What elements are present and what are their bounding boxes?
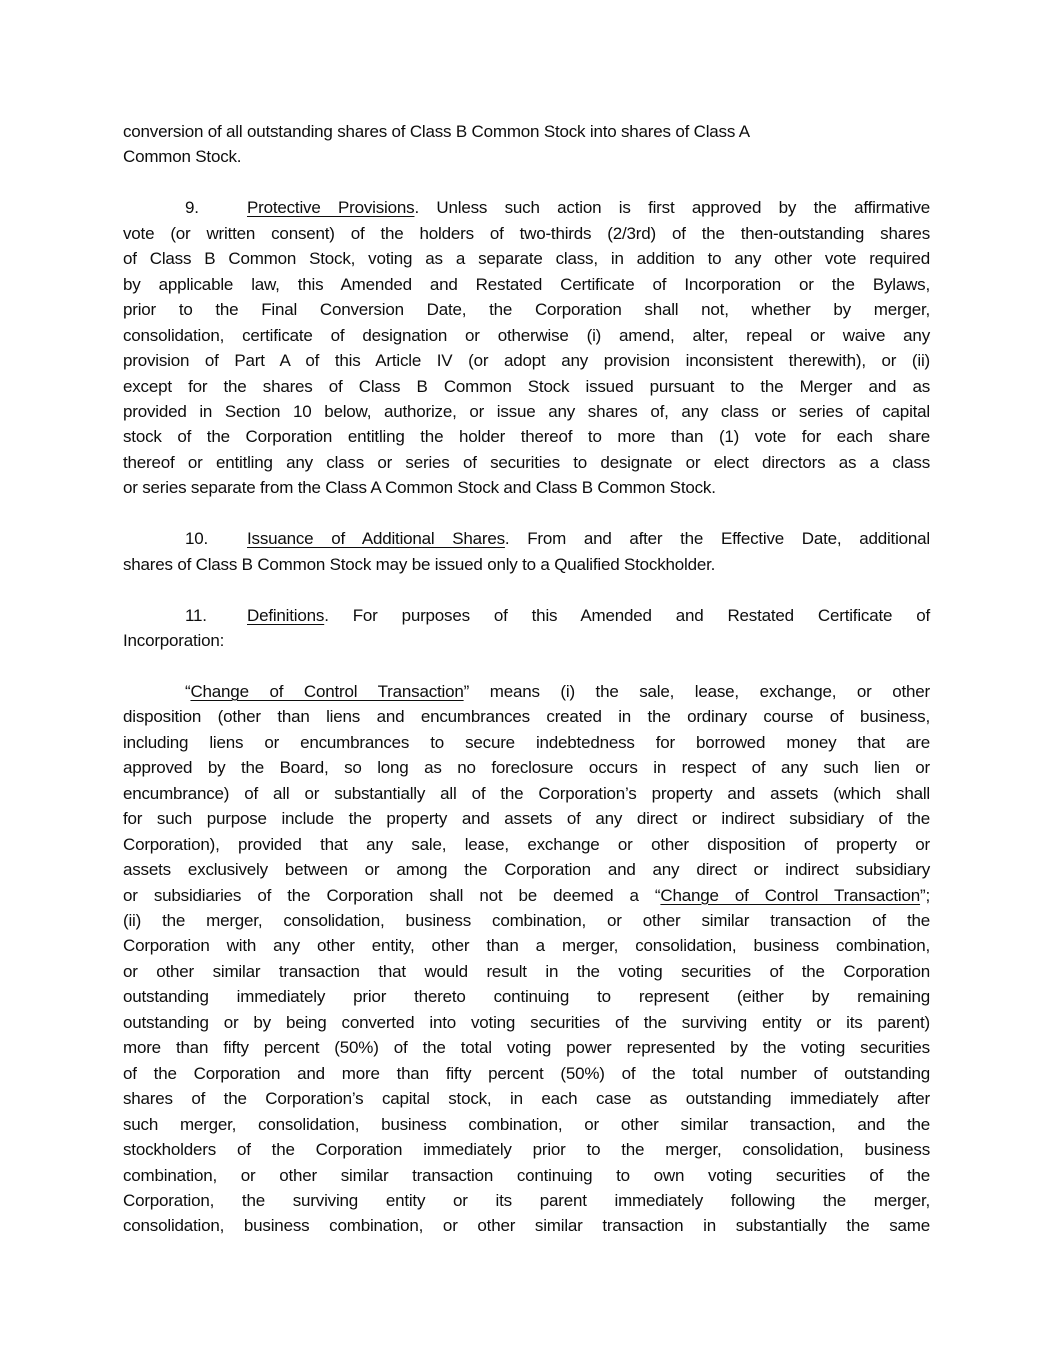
text-line (123, 883, 930, 908)
text-line (123, 832, 930, 857)
text-line (123, 323, 930, 348)
text-run: Incorporation: (123, 631, 225, 651)
text-run: consolidation, certificate of designation or otherwise (i) amend, alter, repeal or waive any (123, 325, 930, 345)
text-run: . For purposes of this Amended and Restated Certificate of (324, 605, 930, 625)
underlined-heading-text: Protective Provisions (247, 198, 415, 218)
underlined-heading-text: Change of Control Transaction (190, 681, 464, 701)
text-line (123, 781, 930, 806)
text-line (123, 857, 930, 882)
text-run: approved by the Board, so long as no foreclosure occurs in respect of any such lien or (123, 758, 930, 778)
text-line (123, 552, 930, 577)
text-line (123, 374, 930, 399)
text-line (123, 603, 930, 628)
text-line (123, 1010, 930, 1035)
text-run: shares of Class B Common Stock may be issued only to a Qualified Stockholder. (123, 554, 716, 574)
text-line (123, 424, 930, 449)
text-line (123, 1213, 930, 1238)
text-line (123, 1112, 930, 1137)
text-run: more than fifty percent (50%) of the total voting power represented by the voting securities (123, 1038, 930, 1058)
text-run: outstanding or by being converted into voting securities of the surviving entity or its parent) (123, 1012, 930, 1032)
text-run: provided in Section 10 below, authorize, or issue any shares of, any class or series of capital (123, 401, 930, 421)
text-line (123, 297, 930, 322)
text-line (123, 144, 930, 169)
text-run: Corporation, the surviving entity or its parent immediately following the merger, (123, 1190, 930, 1210)
section-number: 11. (185, 605, 207, 625)
text-run: or subsidiaries of the Corporation shall not be deemed a “ (123, 885, 661, 905)
text-run: or series separate from the Class A Common Stock and Class B Common Stock. (123, 478, 716, 498)
text-run: . From and after the Effective Date, additional (504, 529, 930, 549)
section-number: 10. (185, 529, 209, 549)
text-run: such merger, consolidation, business combination, or other similar transaction, and the (123, 1114, 930, 1134)
section-10-issuance-of-additional-shares (123, 526, 930, 577)
underlined-heading-text: Issuance of Additional Shares (247, 529, 505, 549)
text-line (123, 755, 930, 780)
text-line (123, 1188, 930, 1213)
text-line (123, 984, 930, 1009)
text-run: stockholders of the Corporation immediately prior to the merger, consolidation, business (123, 1140, 930, 1160)
text-line (123, 704, 930, 729)
text-line (123, 679, 930, 704)
text-line (123, 1137, 930, 1162)
text-run: disposition (other than liens and encumbrances created in the ordinary course of business, (123, 707, 930, 727)
definition-change-of-control-transaction (123, 679, 930, 1239)
underlined-heading-text: Definitions (247, 605, 325, 625)
text-line (123, 119, 930, 144)
section-9-protective-provisions (123, 195, 930, 500)
text-line (123, 475, 930, 500)
section-11-definitions (123, 603, 930, 654)
text-run: vote (or written consent) of the holders of two-thirds (2/3rd) of the then-outstanding shares (123, 223, 930, 243)
text-run: provision of Part A of this Article IV (or adopt any provision inconsistent therewith), or (ii) (123, 351, 930, 371)
text-run: ”; (920, 885, 931, 905)
text-run: combination, or other similar transaction continuing to own voting securities of the (123, 1165, 930, 1185)
text-run: . Unless such action is first approved by the affirmative (414, 198, 930, 218)
text-line (123, 246, 930, 271)
text-line (123, 908, 930, 933)
section-number: 9. (185, 198, 199, 218)
text-run: of Class B Common Stock, voting as a separate class, in addition to any other vote required (123, 249, 930, 269)
text-run: Common Stock. (123, 147, 242, 167)
text-line (123, 806, 930, 831)
text-run: (ii) the merger, consolidation, business combination, or other similar transaction of the (123, 910, 930, 930)
text-run: Corporation with any other entity, other than a merger, consolidation, business combination, (123, 936, 930, 956)
text-run: of the Corporation and more than fifty percent (50%) of the total number of outstanding (123, 1063, 930, 1083)
text-run: shares of the Corporation’s capital stock, in each case as outstanding immediately after (123, 1089, 930, 1109)
text-line (123, 730, 930, 755)
text-line (123, 221, 930, 246)
text-run: encumbrance) of all or substantially all of the Corporation’s property and assets (which shall (123, 783, 930, 803)
text-line (123, 399, 930, 424)
text-line (123, 195, 930, 220)
text-run: “ (185, 681, 191, 701)
document-body (123, 119, 930, 1239)
text-run: outstanding immediately prior thereto continuing to represent (either by remaining (123, 987, 930, 1007)
text-run: prior to the Final Conversion Date, the Corporation shall not, whether by merger, (123, 300, 930, 320)
text-line (123, 628, 930, 653)
text-run: for such purpose include the property and assets of any direct or indirect subsidiary of the (123, 809, 930, 829)
text-run: thereof or entitling any class or series of securities to designate or elect directors as a class (123, 452, 930, 472)
text-run: by applicable law, this Amended and Restated Certificate of Incorporation or the Bylaws, (123, 274, 930, 294)
text-line (123, 348, 930, 373)
text-line (123, 1035, 930, 1060)
text-line (123, 1061, 930, 1086)
text-line (123, 1163, 930, 1188)
text-run: assets exclusively between or among the Corporation and any direct or indirect subsidiary (123, 860, 930, 880)
text-run: ” means (i) the sale, lease, exchange, or other (463, 681, 931, 701)
text-line (123, 1086, 930, 1111)
text-run: stock of the Corporation entitling the holder thereof to more than (1) vote for each share (123, 427, 930, 447)
text-run: except for the shares of Class B Common Stock issued pursuant to the Merger and as (123, 376, 930, 396)
text-line (123, 272, 930, 297)
paragraph-continuation (123, 119, 930, 170)
text-run: Corporation), provided that any sale, lease, exchange or other disposition of property or (123, 834, 930, 854)
text-line (123, 933, 930, 958)
text-run: or other similar transaction that would result in the voting securities of the Corporation (123, 961, 930, 981)
underlined-heading-text: Change of Control Transaction (660, 885, 921, 905)
text-run: including liens or encumbrances to secure indebtedness for borrowed money that are (123, 732, 930, 752)
text-run: conversion of all outstanding shares of Class B Common Stock into shares of Class A (123, 122, 750, 141)
text-run: consolidation, business combination, or other similar transaction in substantially the same (123, 1216, 930, 1236)
text-line (123, 450, 930, 475)
text-line (123, 959, 930, 984)
text-line (123, 526, 930, 551)
